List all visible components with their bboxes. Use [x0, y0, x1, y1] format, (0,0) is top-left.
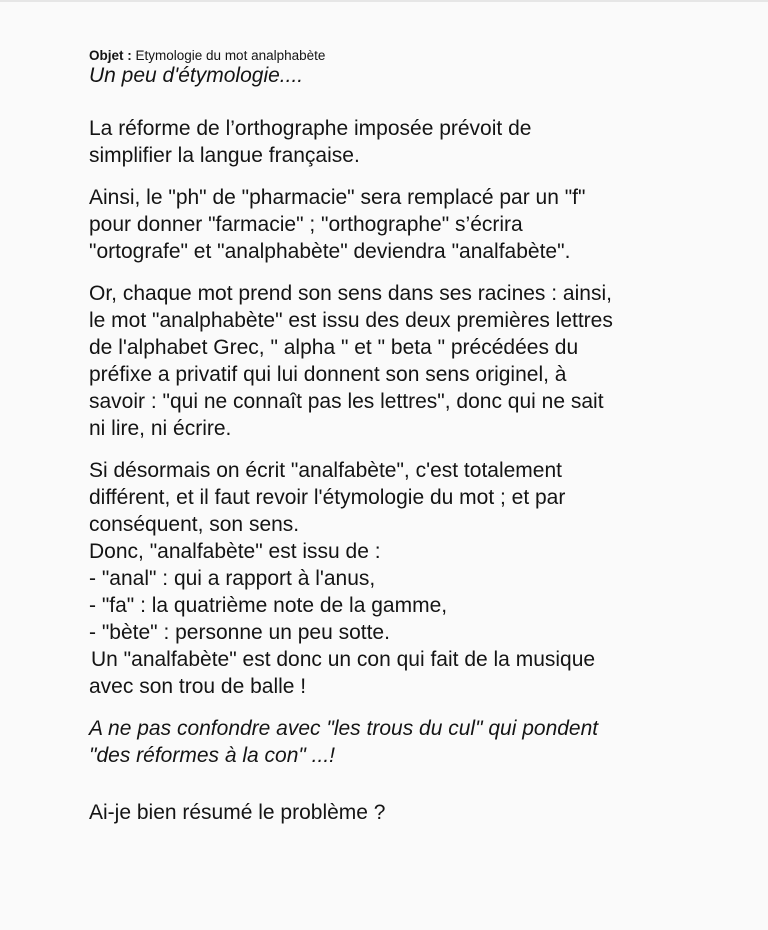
paragraph-line: La réforme de l’orthographe imposée prévoit de: [89, 117, 532, 140]
paragraph-etymology: [89, 280, 729, 442]
subject-text: Etymologie du mot analphabète: [135, 48, 326, 63]
letter-body: [89, 48, 729, 826]
closing-line: "des réformes à la con" ...!: [89, 744, 336, 767]
paragraph-line: conséquent, son sens.: [89, 513, 300, 536]
final-question: [89, 799, 729, 826]
paragraph-line: de l'alphabet Grec, " alpha " et " beta " précédées du: [89, 336, 579, 359]
paragraph-examples: [89, 184, 729, 265]
paragraph-line: "ortografe" et "analphabète" deviendra "analfabète".: [89, 240, 571, 263]
paragraph-line: Donc, "analfabète" est issu de :: [89, 540, 381, 563]
list-item: - "bète" : personne un peu sotte.: [89, 621, 390, 644]
closing-line: A ne pas confondre avec "les trous du cul" qui pondent: [89, 717, 599, 740]
paragraph-line: simplifier la langue française.: [89, 144, 360, 167]
paragraph-line: différent, et il faut revoir l'étymologie du mot ; et par: [89, 486, 566, 509]
paragraph-new-meaning: [89, 457, 729, 700]
final-question-text: Ai-je bien résumé le problème ?: [89, 801, 386, 824]
paragraph-reform: [89, 115, 729, 169]
subject-line: [89, 48, 729, 64]
closing-remark: [89, 715, 729, 769]
list-item: - "fa" : la quatrième note de la gamme,: [89, 594, 448, 617]
paragraph-line: ni lire, ni écrire.: [89, 417, 232, 440]
subject-label: Objet :: [89, 48, 132, 63]
paragraph-line: savoir : "qui ne connaît pas les lettres", donc qui ne sait: [89, 390, 604, 413]
paragraph-line: avec son trou de balle !: [89, 675, 307, 698]
paragraph-line: Un "analfabète" est donc un con qui fait de la musique: [91, 648, 596, 671]
paragraph-line: Or, chaque mot prend son sens dans ses racines : ainsi,: [89, 282, 612, 305]
greeting: Un peu d'étymologie....: [89, 64, 304, 87]
paragraph-line: Ainsi, le "ph" de "pharmacie" sera remplacé par un "f": [89, 186, 586, 209]
list-item: - "anal" : qui a rapport à l'anus,: [89, 567, 376, 590]
paragraph-line: pour donner "farmacie" ; "orthographe" s’écrira: [89, 213, 523, 236]
paragraph-line: Si désormais on écrit "analfabète", c'est totalement: [89, 459, 562, 482]
paragraph-line: le mot "analphabète" est issu des deux premières lettres: [89, 309, 613, 332]
paragraph-line: préfixe a privatif qui lui donnent son sens originel, à: [89, 363, 567, 386]
